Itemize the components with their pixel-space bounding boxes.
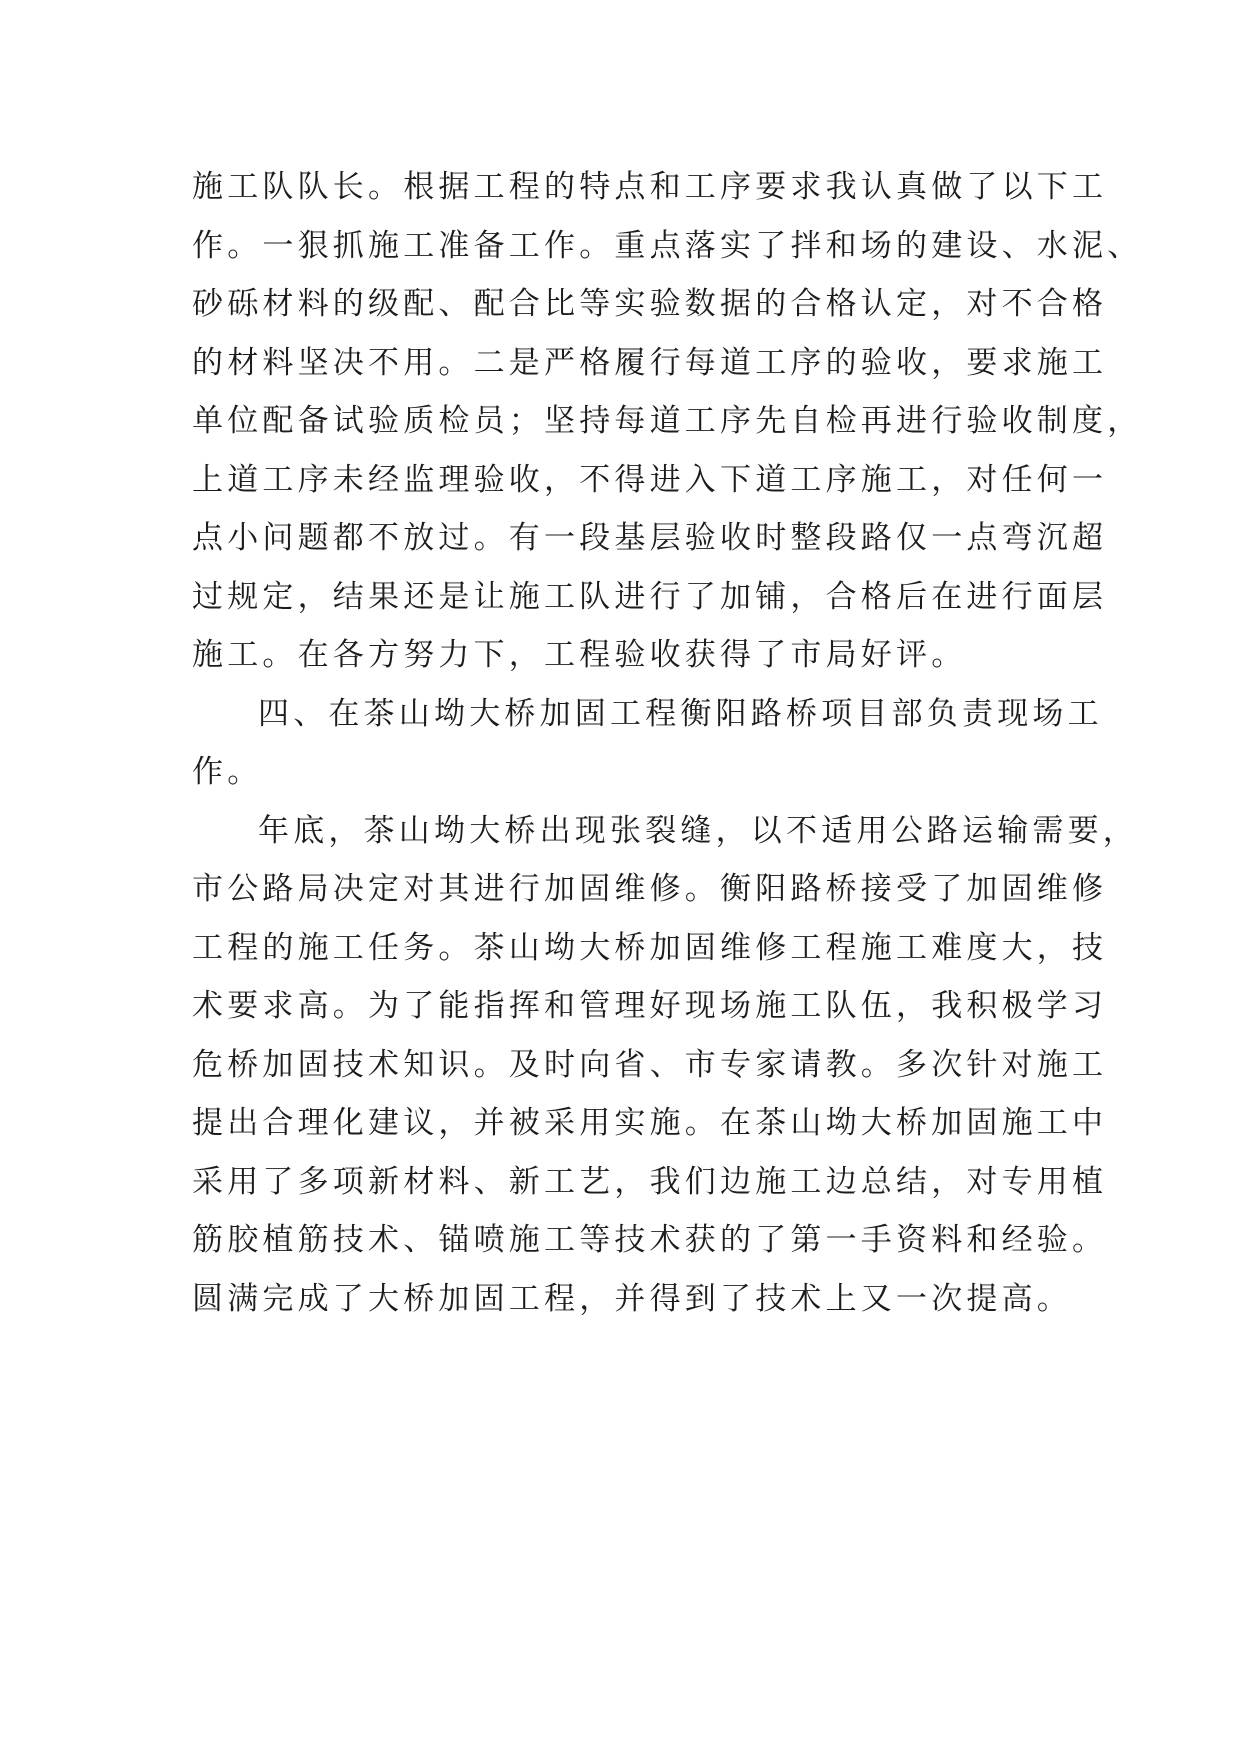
text-line: 施工。在各方努力下，工程验收获得了市局好评。 [192,637,967,673]
text-line: 市公路局决定对其进行加固维修。衡阳路桥接受了加固维修 [192,871,1108,907]
text-line: 的材料坚决不用。二是严格履行每道工序的验收，要求施工 [192,344,1108,381]
text-line: 提出合理化建议，并被采用实施。在茶山坳大桥加固施工中 [192,1105,1108,1141]
text-line: 砂砾材料的级配、配合比等实验数据的合格认定，对不合格 [192,286,1108,322]
text-line: 单位配备试验质检员；坚持每道工序先自检再进行验收制度， [192,403,1143,439]
paragraph-start-line: 年底，茶山坳大桥出现张裂缝，以不适用公路运输需要， [258,812,1138,849]
text-line: 工程的施工任务。茶山坳大桥加固维修工程施工难度大，技 [192,929,1108,966]
section-heading-line: 四、在茶山坳大桥加固工程衡阳路桥项目部负责现场工 [258,695,1103,732]
text-line: 筋胶植筋技术、锚喷施工等技术获的了第一手资料和经验。 [192,1222,1108,1258]
section-heading-line: 作。 [192,754,263,790]
text-line: 采用了多项新材料、新工艺，我们边施工边总结，对专用植 [192,1163,1108,1200]
document-body [192,158,1143,1328]
text-line: 点小问题都不放过。有一段基层验收时整段路仅一点弯沉超 [192,520,1108,556]
text-line: 上道工序未经监理验收，不得进入下道工序施工，对任何一 [192,461,1108,498]
text-line: 施工队队长。根据工程的特点和工序要求我认真做了以下工 [192,169,1108,205]
text-line: 危桥加固技术知识。及时向省、市专家请教。多次针对施工 [192,1046,1108,1083]
text-line: 圆满完成了大桥加固工程，并得到了技术上又一次提高。 [192,1280,1072,1317]
text-line: 过规定，结果还是让施工队进行了加铺，合格后在进行面层 [192,578,1108,615]
text-line: 作。一狠抓施工准备工作。重点落实了拌和场的建设、水泥、 [192,227,1143,264]
text-line: 术要求高。为了能指挥和管理好现场施工队伍，我积极学习 [192,988,1108,1024]
